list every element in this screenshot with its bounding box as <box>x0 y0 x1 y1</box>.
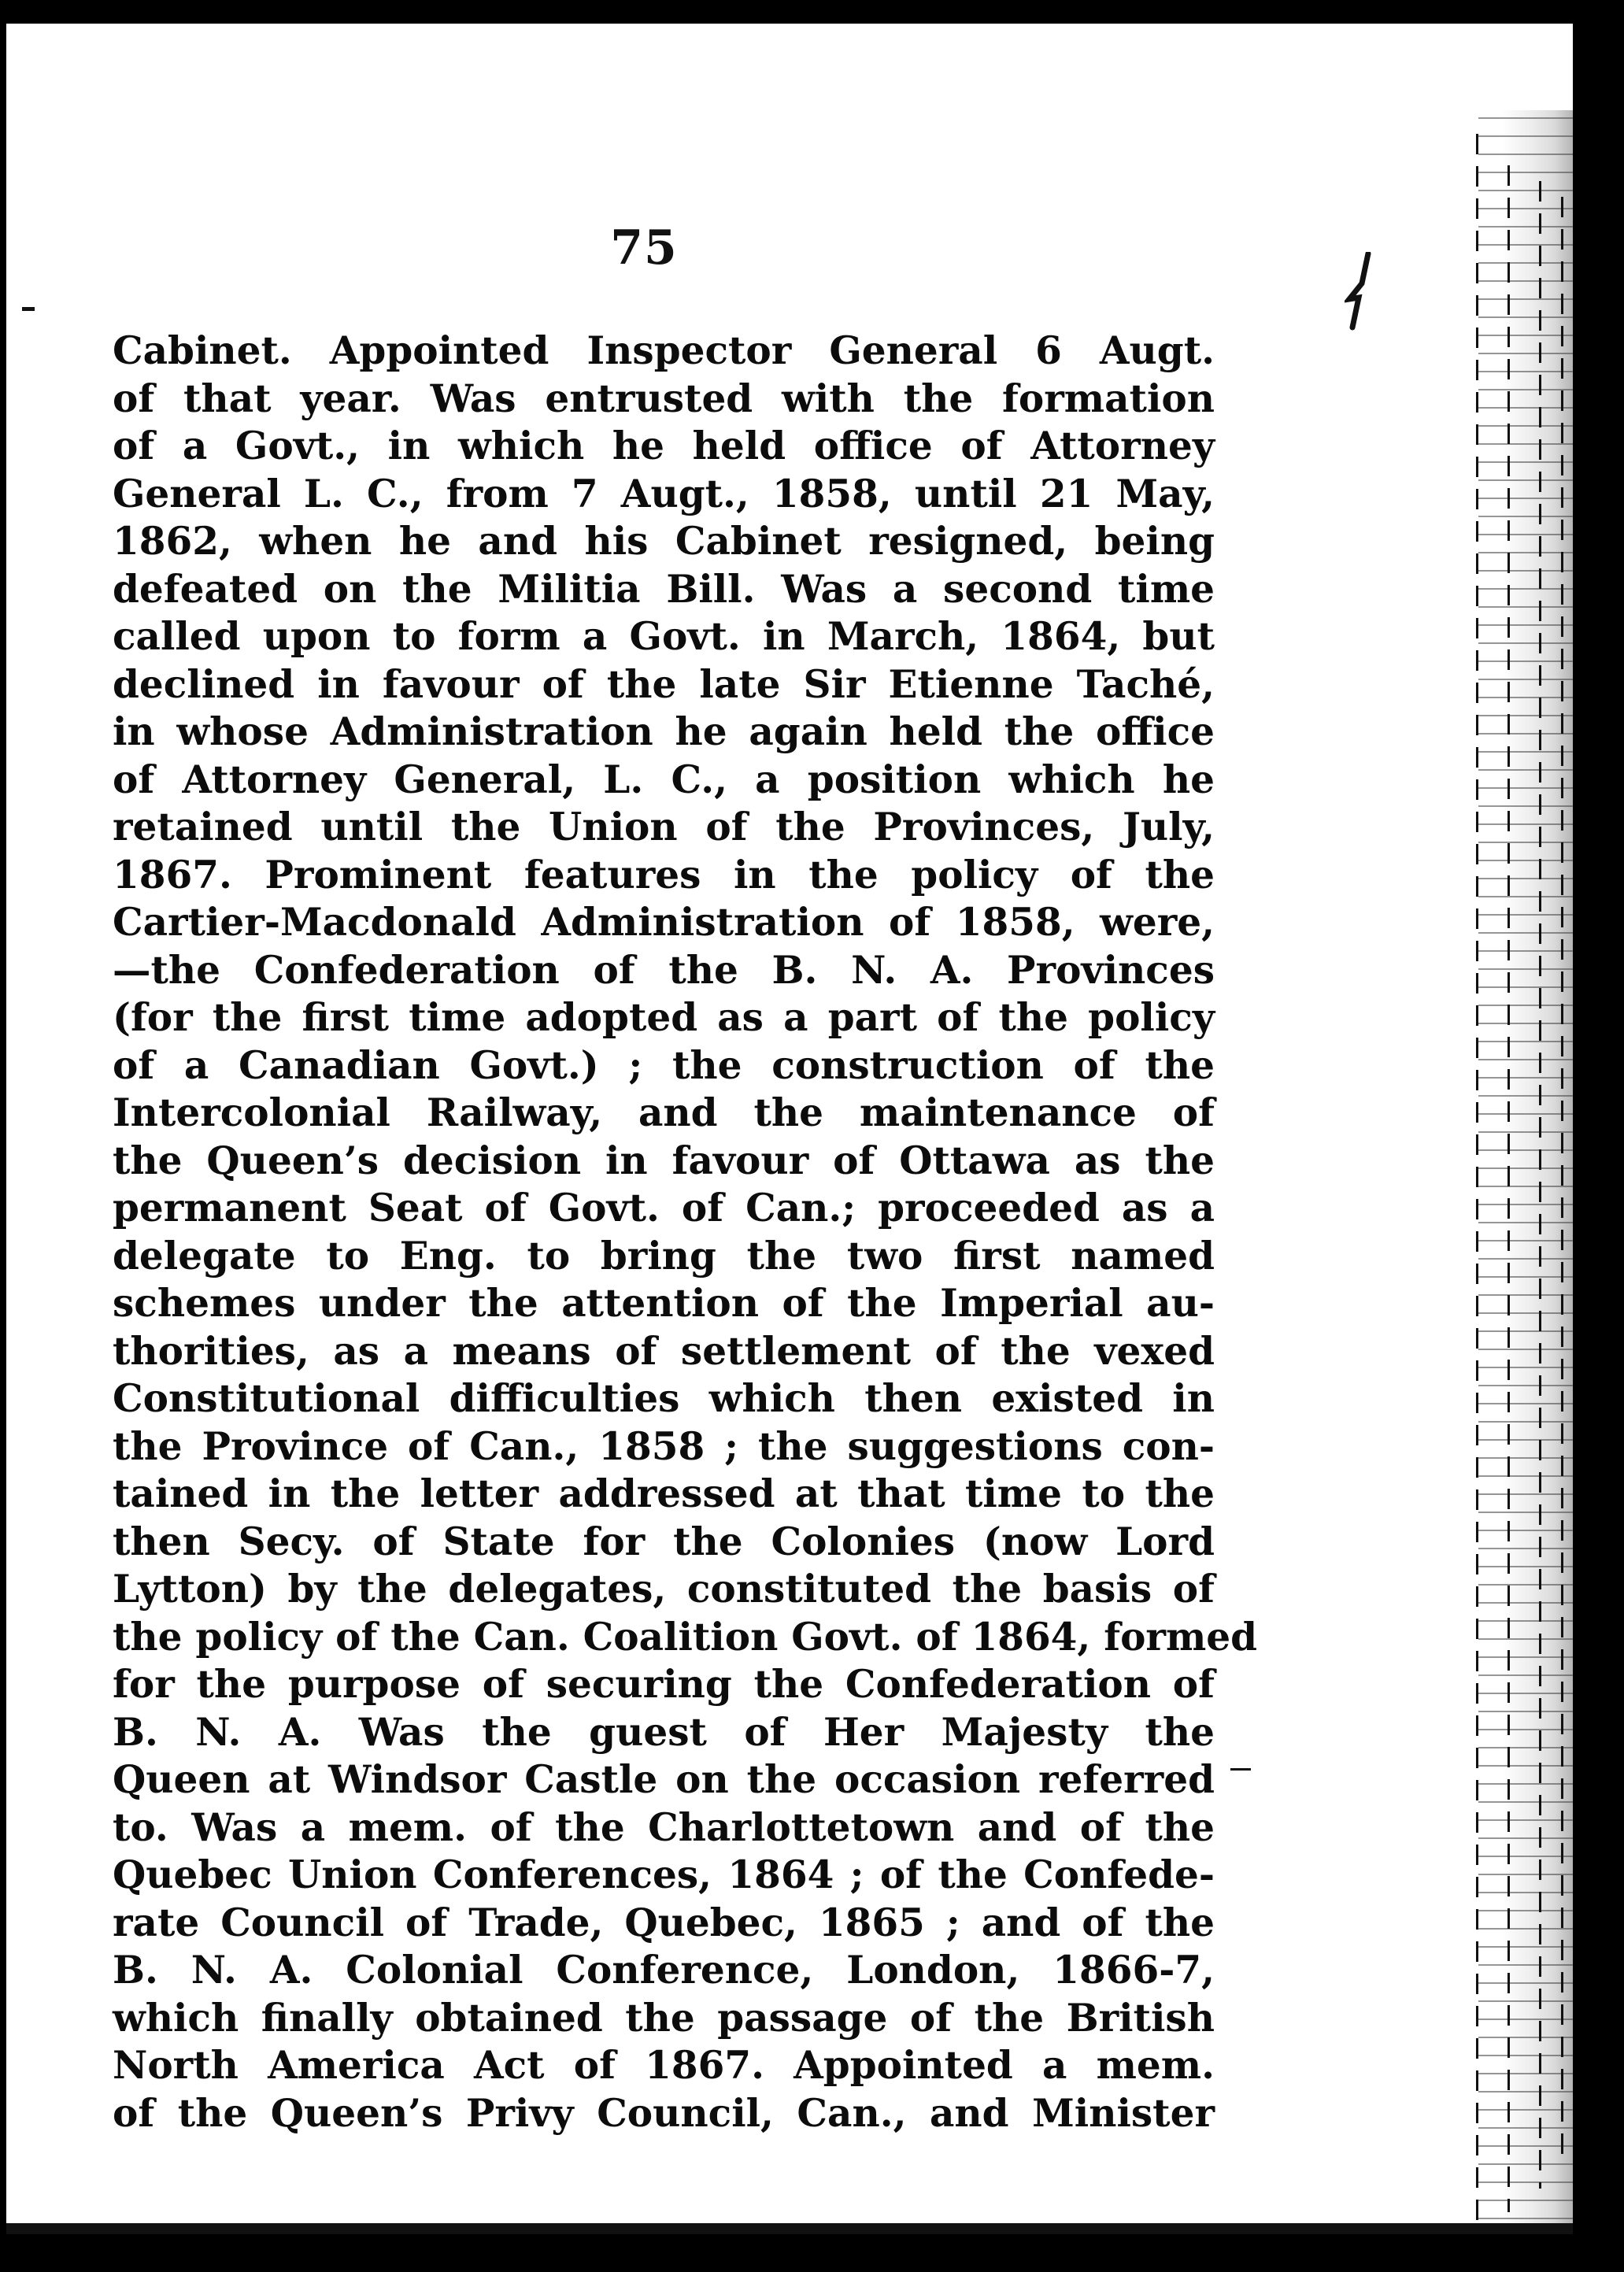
text-line: Intercolonial Railway, and the maintenance of <box>113 1090 1215 1135</box>
text-line: permanent Seat of Govt. of Can.; proceeded as a <box>113 1186 1215 1230</box>
text-line: of a Govt., in which he held office of Attorney <box>113 424 1215 468</box>
text-line: Queen at Windsor Castle on the occasion referred <box>113 1757 1215 1802</box>
pen-tick-mark <box>1345 252 1376 331</box>
text-line: Constitutional difficulties which then existed in <box>113 1376 1215 1421</box>
text-line: Lytton) by the delegates, constituted the basis of <box>113 1567 1215 1611</box>
text-line: delegate to Eng. to bring the two first named <box>113 1233 1215 1278</box>
text-line: in whose Administration he again held the office <box>113 709 1215 754</box>
binding-gutter-edge <box>1478 110 1573 2234</box>
text-line: (for the first time adopted as a part of the policy <box>113 995 1215 1040</box>
text-line: to. Was a mem. of the Charlottetown and of the <box>113 1804 1215 1850</box>
text-line: Cartier-Macdonald Administration of 1858, were, <box>113 900 1215 945</box>
text-line: 1867. Prominent features in the policy of the <box>113 852 1215 897</box>
text-line: North America Act of 1867. Appointed a mem. <box>113 2043 1215 2088</box>
text-line: Quebec Union Conferences, 1864 ; of the Confede- <box>113 1852 1215 1897</box>
text-line: called upon to form a Govt. in March, 1864, but <box>113 614 1215 659</box>
gutter-shadow-line <box>1476 134 1478 2220</box>
text-line: B. N. A. Colonial Conference, London, 1866-7, <box>113 1948 1215 1993</box>
gutter-shadow-line <box>1561 197 1563 2165</box>
text-line: B. N. A. Was the guest of Her Majesty the <box>113 1709 1215 1755</box>
text-line: of that year. Was entrusted with the formation <box>113 376 1215 421</box>
text-line: rate Council of Trade, Quebec, 1865 ; and of the <box>113 1900 1215 1945</box>
text-line: of the Queen’s Privy Council, Can., and Minister <box>113 2090 1215 2136</box>
body-text <box>113 327 1258 2137</box>
text-line: schemes under the attention of the Imperial au- <box>113 1281 1215 1326</box>
gutter-shadow-line <box>1507 165 1510 2212</box>
text-line: for the purpose of securing the Confederation of <box>113 1662 1215 1707</box>
text-line: Cabinet. Appointed Inspector General 6 Augt. <box>113 328 1215 373</box>
text-line: the Queen’s decision in favour of Ottawa as the <box>113 1138 1215 1183</box>
text-line: —the Confederation of the B. N. A. Provinces <box>113 947 1215 993</box>
text-line: the Province of Can., 1858 ; the suggestions con- <box>113 1423 1215 1469</box>
text-line: retained until the Union of the Provinces, July, <box>113 805 1215 849</box>
text-line: the policy of the Can. Coalition Govt. of 1864, formed <box>113 1614 1258 1660</box>
gutter-shadow-line <box>1539 181 1541 2189</box>
margin-mark <box>22 307 35 311</box>
text-line: of Attorney General, L. C., a position which he <box>113 757 1215 802</box>
text-line: General L. C., from 7 Augt., 1858, until 21 May, <box>113 471 1215 516</box>
text-line: 1862, when he and his Cabinet resigned, being <box>113 519 1215 564</box>
text-line: defeated on the Militia Bill. Was a second time <box>113 566 1215 612</box>
margin-mark <box>1230 1768 1251 1771</box>
text-line: then Secy. of State for the Colonies (now Lord <box>113 1519 1215 1564</box>
text-line: thorities, as a means of settlement of the vexed <box>113 1328 1215 1374</box>
text-line: tained in the letter addressed at that time to the <box>113 1471 1215 1516</box>
text-line: of a Canadian Govt.) ; the construction of the <box>113 1042 1215 1088</box>
page-number: 75 <box>610 220 678 276</box>
paper-page <box>6 24 1573 2234</box>
page-bottom-edge <box>6 2223 1573 2234</box>
text-line: which finally obtained the passage of the British <box>113 1995 1215 2041</box>
text-line: declined in favour of the late Sir Etienne Taché, <box>113 661 1215 707</box>
